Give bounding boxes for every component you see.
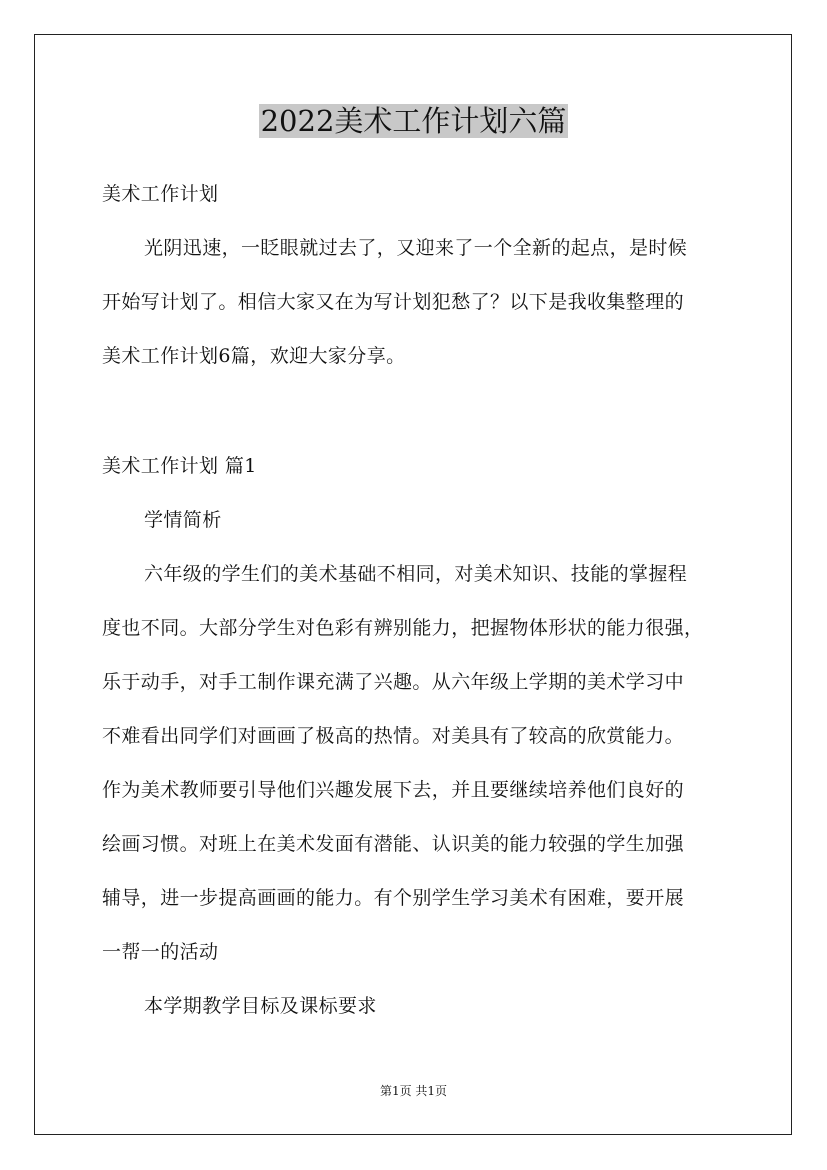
document-title — [0, 101, 827, 141]
body-line-3: 乐于动手，对手工制作课充满了兴趣。从六年级上学期的美术学习中 — [102, 671, 685, 693]
body-line-8: 一帮一的活动 — [102, 941, 219, 963]
plan-heading: 美术工作计划 篇1 — [102, 455, 257, 477]
section-heading: 美术工作计划 — [102, 183, 219, 205]
body-line-7: 辅导，进一步提高画画的能力。有个别学生学习美术有困难，要开展 — [102, 887, 685, 909]
page-number: 第1页 共1页 — [379, 1084, 448, 1098]
body-line-5: 作为美术教师要引导他们兴趣发展下去，并且要继续培养他们良好的 — [102, 779, 685, 801]
subsection-heading: 学情简析 — [144, 509, 222, 531]
intro-line-3: 美术工作计划6篇，欢迎大家分享。 — [102, 345, 406, 367]
subsection-heading-2: 本学期教学目标及课标要求 — [144, 995, 377, 1017]
body-line-2: 度也不同。大部分学生对色彩有辨别能力，把握物体形状的能力很强， — [102, 617, 704, 639]
body-line-6: 绘画习惯。对班上在美术发面有潜能、认识美的能力较强的学生加强 — [102, 833, 685, 855]
intro-line-1: 光阴迅速，一眨眼就过去了，又迎来了一个全新的起点，是时候 — [144, 237, 688, 259]
document-title-text: 2022美术工作计划六篇 — [260, 104, 567, 138]
body-line-1: 六年级的学生们的美术基础不相同，对美术知识、技能的掌握程 — [144, 563, 688, 585]
intro-line-2: 开始写计划了。相信大家又在为写计划犯愁了？以下是我收集整理的 — [102, 291, 685, 313]
body-line-4: 不难看出同学们对画画了极高的热情。对美具有了较高的欣赏能力。 — [102, 725, 685, 747]
